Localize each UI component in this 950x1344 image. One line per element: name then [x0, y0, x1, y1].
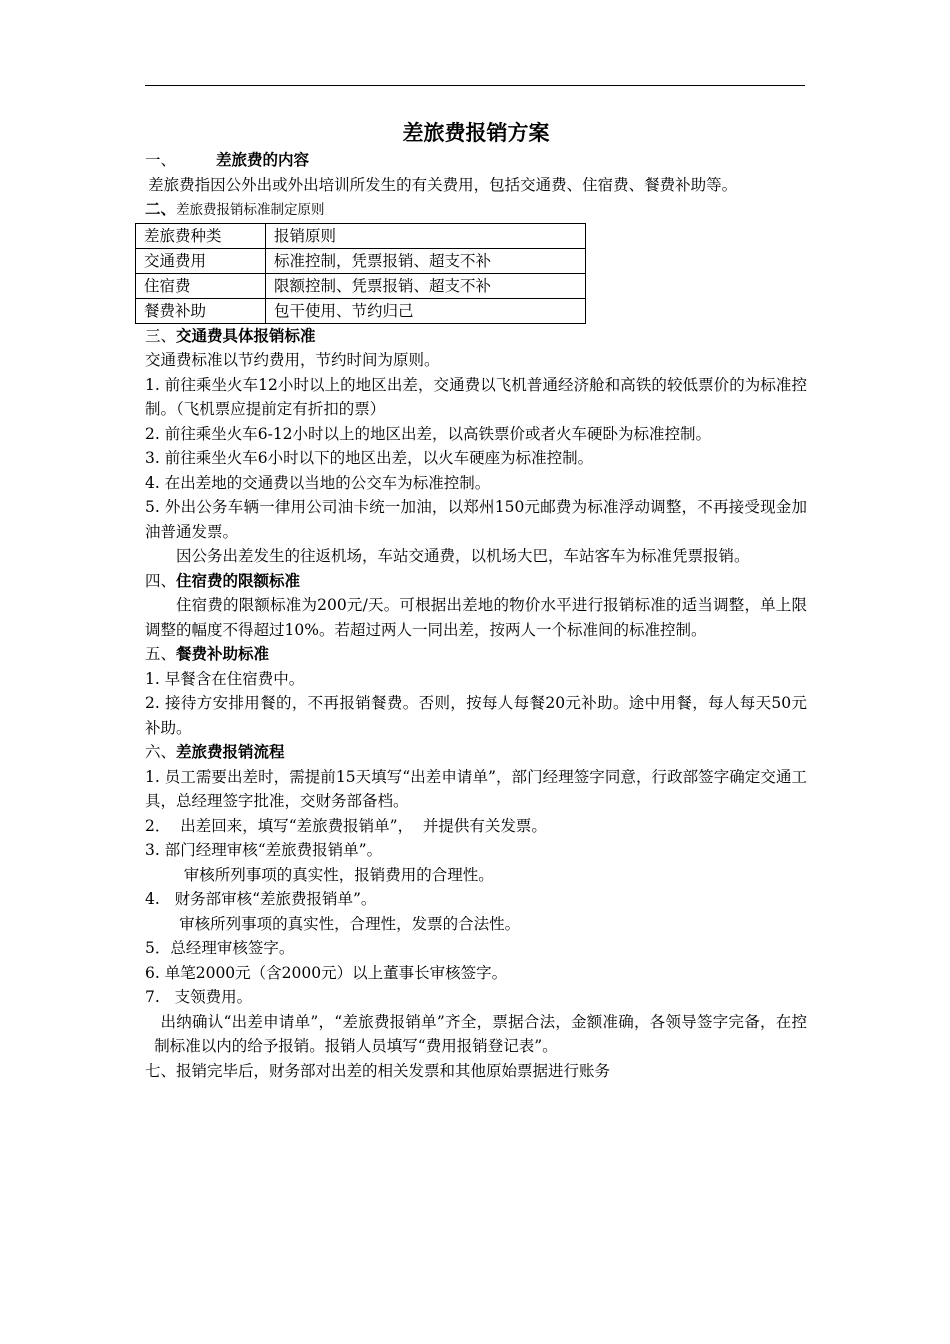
table-header-row	[136, 223, 586, 248]
section-3-line: 4. 在出差地的交通费以当地的公交车为标准控制。	[145, 473, 491, 492]
document-title: 差旅费报销方案	[402, 120, 550, 145]
section-6-line: 6. 单笔2000元（含2000元）以上董事长审核签字。	[145, 963, 508, 982]
table-cell: 交通费用	[136, 248, 266, 273]
section-5-line: 2. 接待方安排用餐的，不再报销餐费。否则，按每人每餐20元补助。途中用餐，每人每天50元补助。	[145, 694, 807, 737]
table-cell: 住宿费	[136, 273, 266, 298]
section-5-heading: 五、餐费补助标准	[145, 644, 270, 663]
section-3-note: 因公务出差发生的往返机场，车站交通费，以机场大巴，车站客车为标准凭票报销。	[176, 547, 750, 565]
section-6-paragraph: 出纳确认“出差申请单”，“差旅费报销单”齐全，票据合法，金额准确，各领导签字完备，在控制标准以内的给予报销。报销人员填写“费用报销登记表”。	[154, 1012, 807, 1055]
section-1-heading: 一、 差旅费的内容	[145, 150, 310, 169]
table-row	[136, 248, 586, 273]
section-3-heading: 三、交通费具体报销标准	[145, 325, 316, 345]
section-6-line: 5．总经理审核签字。	[145, 939, 295, 957]
standards-table	[135, 223, 586, 324]
section-6-line: 1. 员工需要出差时，需提前15天填写“出差申请单”，部门经理签字同意，行政部签字确定交通工具，总经理签字批准，交财务部备档。	[145, 767, 807, 810]
header-rule	[145, 85, 805, 86]
section-1-body: 差旅费指因公外出或外出培训所发生的有关费用，包括交通费、住宿费、餐费补助等。	[148, 175, 738, 194]
section-3-line: 2. 前往乘坐火车6-12小时以上的地区出差，以高铁票价或者火车硬卧为标准控制。	[145, 424, 712, 443]
table-header-cell: 报销原则	[266, 223, 586, 248]
table-row	[136, 273, 586, 298]
table-cell: 标准控制，凭票报销、超支不补	[266, 248, 586, 273]
section-4-body: 住宿费的限额标准为200元/天。可根据出差地的物价水平进行报销标准的适当调整，单上限调整的幅度不得超过10%。若超过两人一同出差，按两人一个标准间的标准控制。	[145, 596, 807, 639]
document-body	[145, 118, 807, 1083]
section-6-line: 2． 出差回来，填写“差旅费报销单”， 并提供有关发票。	[145, 816, 547, 835]
section-6-heading: 六、差旅费报销流程	[145, 742, 285, 761]
section-7-line: 七、报销完毕后，财务部对出差的相关发票和其他原始票据进行账务	[145, 1061, 611, 1080]
section-3-line: 3. 前往乘坐火车6小时以下的地区出差，以火车硬座为标准控制。	[145, 449, 594, 467]
table-row	[136, 298, 586, 323]
table-cell: 限额控制、凭票报销、超支不补	[266, 273, 586, 298]
section-6-line: 4. 财务部审核“差旅费报销单”。	[145, 890, 377, 908]
table-cell: 包干使用、节约归己	[266, 298, 586, 323]
table-cell: 餐费补助	[136, 298, 266, 323]
section-6-subline: 审核所列事项的真实性，报销费用的合理性。	[183, 865, 494, 884]
section-6-line: 3. 部门经理审核“差旅费报销单”。	[145, 841, 383, 859]
section-2-heading: 二、差旅费报销标准制定原则	[145, 199, 325, 218]
section-6-line: 7. 支领费用。	[145, 988, 253, 1006]
section-3-line: 5. 外出公务车辆一律用公司油卡统一加油，以郑州150元邮费为标准浮动调整，不再接受现金加油普通发票。	[145, 498, 807, 541]
table-header-cell: 差旅费种类	[136, 223, 266, 248]
section-3-line: 交通费标准以节约费用，节约时间为原则。	[145, 351, 440, 369]
section-5-line: 1. 早餐含在住宿费中。	[145, 669, 305, 688]
section-4-heading: 四、住宿费的限额标准	[145, 570, 301, 590]
section-6-subline: 审核所列事项的真实性，合理性，发票的合法性。	[179, 914, 521, 933]
section-3-line: 1. 前往乘坐火车12小时以上的地区出差，交通费以飞机普通经济舱和高铁的较低票价的为标准控制。（飞机票应提前定有折扣的票）	[145, 375, 807, 418]
